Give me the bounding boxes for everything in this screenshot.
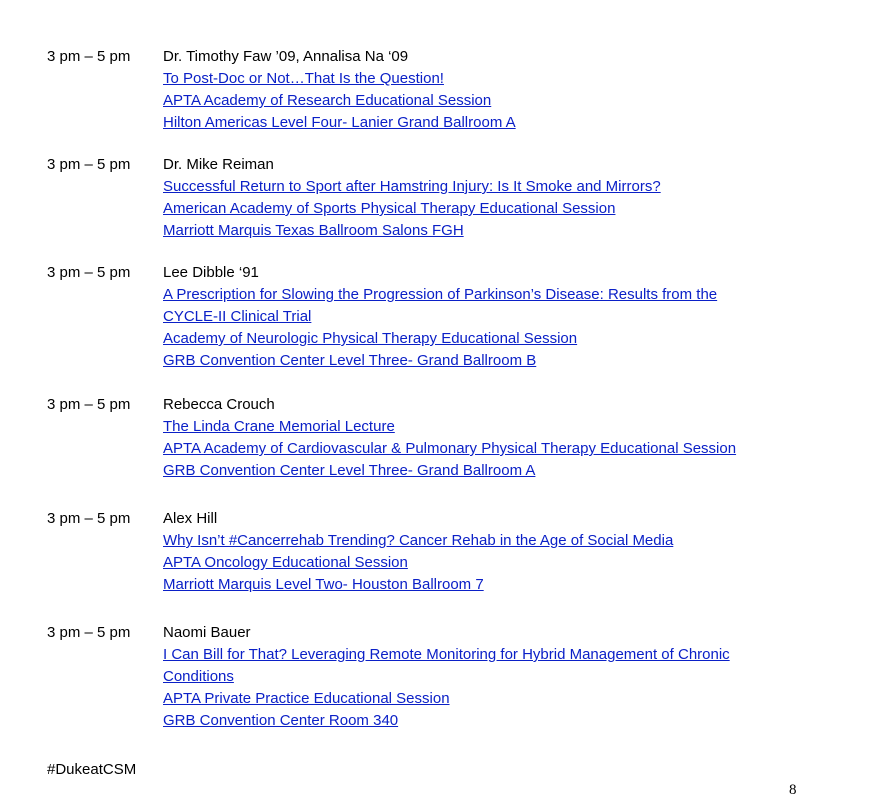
session-details [163, 262, 803, 372]
session-time: 3 pm – 5 pm [47, 48, 131, 65]
session-organizer-link[interactable]: APTA Academy of Cardiovascular & Pulmonary Physical Therapy Educational Session [163, 440, 737, 457]
session-location-link[interactable]: Marriott Marquis Level Two- Houston Ballroom 7 [163, 576, 484, 593]
session-organizer-link[interactable]: APTA Academy of Research Educational Session [163, 92, 492, 109]
session-location-link[interactable]: GRB Convention Center Level Three- Grand Ballroom B [163, 352, 537, 369]
session-title-link[interactable]: To Post-Doc or Not…That Is the Question! [163, 70, 444, 87]
session-details [163, 394, 803, 482]
session-title-link[interactable]: Why Isn’t #Cancerrehab Trending? Cancer Rehab in the Age of Social Media [163, 532, 674, 549]
session-speaker: Dr. Timothy Faw ’09, Annalisa Na ‘09 [163, 48, 409, 65]
session-time: 3 pm – 5 pm [47, 264, 131, 281]
session-organizer-link[interactable]: APTA Oncology Educational Session [163, 554, 408, 571]
session-title-link-continued[interactable]: CYCLE-II Clinical Trial [163, 308, 312, 325]
session-location-link[interactable]: Hilton Americas Level Four- Lanier Grand Ballroom A [163, 114, 516, 131]
page-number: 8 [789, 782, 797, 798]
session-time: 3 pm – 5 pm [47, 156, 131, 173]
session-organizer-link[interactable]: American Academy of Sports Physical Therapy Educational Session [163, 200, 616, 217]
session-time: 3 pm – 5 pm [47, 396, 131, 413]
session-title-link[interactable]: I Can Bill for That? Leveraging Remote Monitoring for Hybrid Management of Chronic [163, 646, 730, 663]
session-organizer-link[interactable]: Academy of Neurologic Physical Therapy Educational Session [163, 330, 578, 347]
session-details [163, 154, 803, 242]
session-title-link[interactable]: Successful Return to Sport after Hamstring Injury: Is It Smoke and Mirrors? [163, 178, 661, 195]
session-location-link[interactable]: GRB Convention Center Level Three- Grand Ballroom A [163, 462, 536, 479]
session-speaker: Dr. Mike Reiman [163, 156, 274, 173]
session-title-link[interactable]: A Prescription for Slowing the Progression of Parkinson’s Disease: Results from the [163, 286, 718, 303]
session-details [163, 508, 803, 596]
session-location-link[interactable]: GRB Convention Center Room 340 [163, 712, 399, 729]
session-title-link-continued[interactable]: Conditions [163, 668, 234, 685]
session-title-link[interactable]: The Linda Crane Memorial Lecture [163, 418, 395, 435]
hashtag: #DukeatCSM [47, 761, 137, 778]
session-organizer-link[interactable]: APTA Private Practice Educational Session [163, 690, 450, 707]
session-time: 3 pm – 5 pm [47, 510, 131, 527]
session-speaker: Lee Dibble ‘91 [163, 264, 259, 281]
session-speaker: Alex Hill [163, 510, 218, 527]
session-details [163, 622, 803, 732]
session-location-link[interactable]: Marriott Marquis Texas Ballroom Salons FGH [163, 222, 464, 239]
session-details [163, 46, 803, 134]
session-time: 3 pm – 5 pm [47, 624, 131, 641]
session-speaker: Naomi Bauer [163, 624, 251, 641]
session-speaker: Rebecca Crouch [163, 396, 275, 413]
